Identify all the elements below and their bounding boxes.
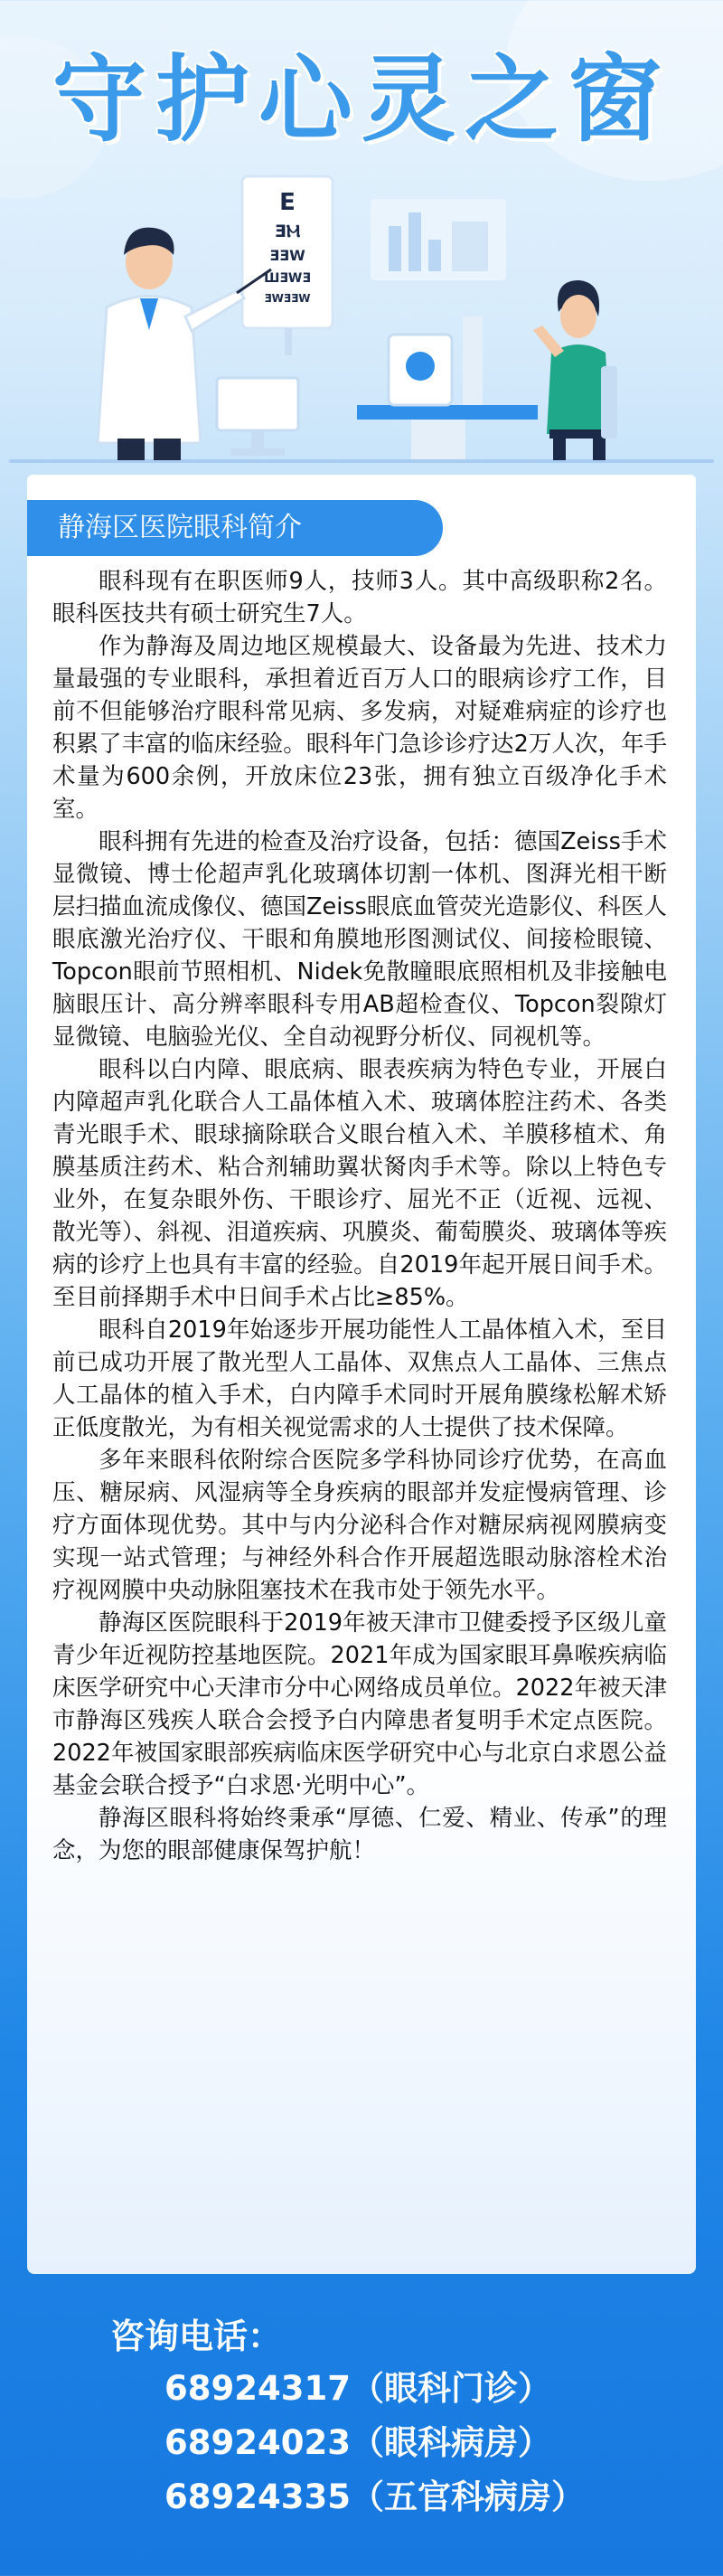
paragraph: 眼科以白内障、眼底病、眼表疾病为特色专业，开展白内障超声乳化联合人工晶体植入术、玻璃体腔注药术、各类青光眼手术、眼球摘除联合义眼台植入术、羊膜移植术、角膜基质注药术、粘合剂辅助翼状胬肉手术等。除以上特色专业外，在复杂眼外伤、干眼诊疗、屈光不正（近视、远视、散光等）、斜视、泪道疾病、巩膜炎、葡萄膜炎、玻璃体等疾病的诊疗上也具有丰富的经验。自2019年起开展日间手术。至目前择期手术中日间手术占比≥85%。 <box>52 1056 667 1311</box>
paragraph: 眼科现有在职医师9人，技师3人。其中高级职称2名。眼科医技共有硕士研究生7人。 <box>52 568 667 627</box>
eye-chart-row: E <box>279 189 296 216</box>
chart-board-icon <box>371 199 506 280</box>
paragraph: 静海区眼科将始终秉承“厚德、仁爱、精业、传承”的理念，为您的眼部健康保驾护航！ <box>52 1805 667 1864</box>
paragraph: 静海区医院眼科于2019年被天津市卫健委授予区级儿童青少年近视防控基地医院。2021年成为国家眼耳鼻喉疾病临床医学研究中心天津市分中心网络成员单位。2022年被天津市静海区残疾人联合会授予白内障患者复明手术定点医院。2022年被国家眼部疾病临床医学研究中心与北京白求恩公益基金会联合授予“白求恩·光明中心”。 <box>52 1609 667 1799</box>
section-heading: 静海区医院眼科简介 <box>58 512 302 543</box>
paragraph: 多年来眼科依附综合医院多学科协同诊疗优势，在高血压、糖尿病、风湿病等全身疾病的眼部并发症慢病管理、诊疗方面体现优势。其中与内分泌科合作对糖尿病视网膜病变实现一站式管理；与神经外科合作开展超选眼动脉溶栓术治疗视网膜中央动脉阻塞技术在我市处于领先水平。 <box>52 1447 667 1604</box>
paragraph: 眼科自2019年始逐步开展功能性人工晶体植入术，至目前已成功开展了散光型人工晶体、双焦点人工晶体、三焦点人工晶体的植入手术，白内障手术同时开展角膜缘松解术矫正低度散光，为有相关视觉需求的人士提供了技术保障。 <box>52 1316 667 1441</box>
phone-number-ent-ward: 68924335（五官科病房） <box>164 2477 585 2516</box>
eye-chart-row: ƎƎW <box>269 247 305 264</box>
eye-chart-row: ƎⲘ <box>274 222 301 241</box>
eye-exam-machine <box>357 316 538 459</box>
eye-chart-row: ШƎWƎ <box>264 271 311 286</box>
computer-monitor-icon <box>217 378 298 456</box>
eye-chart-board <box>242 176 333 355</box>
phone-number-outpatient: 68924317（眼科门诊） <box>164 2369 551 2408</box>
section-heading-tab <box>27 500 443 556</box>
contact-title: 咨询电话： <box>110 2317 283 2356</box>
eye-chart-row: ƎWƎƎW <box>264 292 311 305</box>
phone-number-ward: 68924023（眼科病房） <box>164 2423 551 2462</box>
patient-figure <box>533 280 617 460</box>
intro-body <box>52 565 667 1867</box>
page-title: 守护心灵之窗 <box>52 44 671 155</box>
paragraph: 作为静海及周边地区规模最大、设备最为先进、技术力量最强的专业眼科，承担着近百万人口的眼病诊疗工作，目前不但能够治疗眼科常见病、多发病，对疑难病症的诊疗也积累了丰富的临床经验。眼科年门急诊诊疗达2万人次，年手术量为600余例，开放床位23张，拥有独立百级净化手术室。 <box>52 633 667 823</box>
paragraph: 眼科拥有先进的检查及治疗设备，包括：德国Zeiss手术显微镜、博士伦超声乳化玻璃体切割一体机、图湃光相干断层扫描血流成像仪、德国Zeiss眼底血管荧光造影仪、科医人眼底激光治疗仪、干眼和角膜地形图测试仪、间接检眼镜、Topcon眼前节照相机、Nidek免散瞳眼底照相机及非接触电脑眼压计、高分辨率眼科专用AB超检查仪、Topcon裂隙灯显微镜、电脑验光仪、全自动视野分析仪、同视机等。 <box>52 828 667 1051</box>
eye-exam-illustration <box>0 172 723 470</box>
